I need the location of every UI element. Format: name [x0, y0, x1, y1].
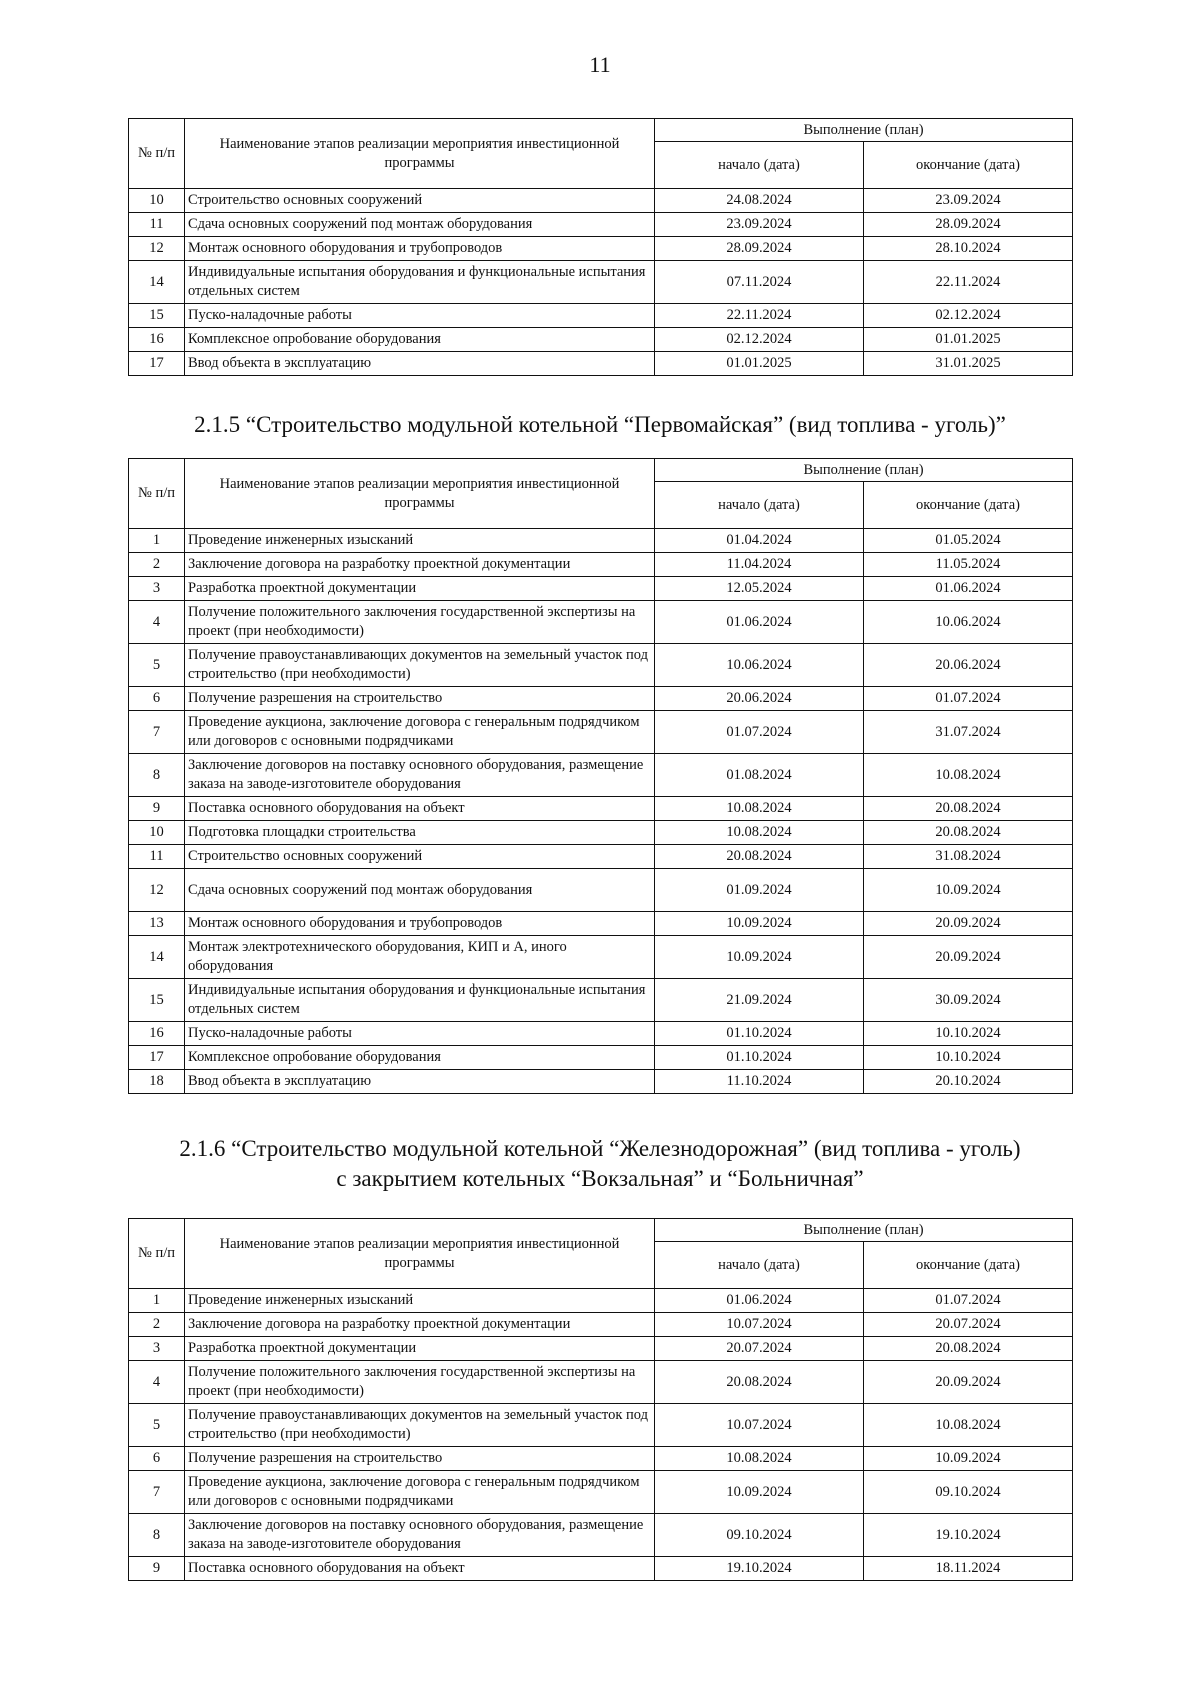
stage-name: Комплексное опробование оборудования — [185, 1046, 655, 1070]
table-row — [129, 754, 1073, 797]
end-date: 31.08.2024 — [864, 845, 1073, 869]
header-end: окончание (дата) — [864, 1242, 1073, 1289]
table-row — [129, 1514, 1073, 1557]
table-row — [129, 304, 1073, 328]
stage-name: Заключение договора на разработку проектной документации — [185, 1313, 655, 1337]
page-number: 11 — [589, 52, 611, 77]
row-number: 3 — [129, 577, 185, 601]
stage-name: Проведение аукциона, заключение договора с генеральным подрядчиком или договоров с основными подрядчиками — [185, 1471, 655, 1514]
row-number: 4 — [129, 1361, 185, 1404]
row-number: 15 — [129, 979, 185, 1022]
header-performance: Выполнение (план) — [655, 1219, 1073, 1242]
start-date: 11.04.2024 — [655, 553, 864, 577]
row-number: 2 — [129, 553, 185, 577]
stage-name: Получение положительного заключения государственной экспертизы на проект (при необходимости) — [185, 1361, 655, 1404]
start-date: 20.06.2024 — [655, 687, 864, 711]
stage-name: Строительство основных сооружений — [185, 189, 655, 213]
table-row — [129, 1337, 1073, 1361]
table-row — [129, 529, 1073, 553]
row-number: 5 — [129, 1404, 185, 1447]
start-date: 10.08.2024 — [655, 1447, 864, 1471]
section-title-line-1: 2.1.6 “Строительство модульной котельной “Железнодорожная” (вид топлива - уголь) — [179, 1136, 1021, 1161]
stage-name: Поставка основного оборудования на объект — [185, 797, 655, 821]
schedule-table-continued — [128, 118, 1073, 376]
stage-name: Подготовка площадки строительства — [185, 821, 655, 845]
table-row — [129, 1289, 1073, 1313]
start-date: 01.01.2025 — [655, 352, 864, 376]
table-row — [129, 1404, 1073, 1447]
end-date: 10.08.2024 — [864, 1404, 1073, 1447]
start-date: 07.11.2024 — [655, 261, 864, 304]
end-date: 23.09.2024 — [864, 189, 1073, 213]
stage-name: Заключение договора на разработку проектной документации — [185, 553, 655, 577]
start-date: 10.07.2024 — [655, 1313, 864, 1337]
start-date: 01.04.2024 — [655, 529, 864, 553]
start-date: 01.10.2024 — [655, 1022, 864, 1046]
stage-name: Поставка основного оборудования на объект — [185, 1557, 655, 1581]
end-date: 10.10.2024 — [864, 1022, 1073, 1046]
row-number: 16 — [129, 328, 185, 352]
table-row — [129, 1361, 1073, 1404]
start-date: 01.07.2024 — [655, 711, 864, 754]
table-row — [129, 577, 1073, 601]
header-num: № п/п — [129, 119, 185, 189]
header-stage-name: Наименование этапов реализации мероприятия инвестиционной программы — [185, 459, 655, 529]
schedule-table-zheleznodorozhnaya — [128, 1218, 1073, 1581]
row-number: 10 — [129, 821, 185, 845]
row-number: 12 — [129, 869, 185, 912]
table-row — [129, 1022, 1073, 1046]
stage-name: Ввод объекта в эксплуатацию — [185, 352, 655, 376]
row-number: 14 — [129, 936, 185, 979]
start-date: 20.08.2024 — [655, 1361, 864, 1404]
table-row — [129, 261, 1073, 304]
table-row — [129, 869, 1073, 912]
row-number: 12 — [129, 237, 185, 261]
table-row — [129, 821, 1073, 845]
row-number: 9 — [129, 1557, 185, 1581]
header-start: начало (дата) — [655, 142, 864, 189]
row-number: 10 — [129, 189, 185, 213]
end-date: 11.05.2024 — [864, 553, 1073, 577]
table-row — [129, 979, 1073, 1022]
end-date: 30.09.2024 — [864, 979, 1073, 1022]
stage-name: Пуско-наладочные работы — [185, 1022, 655, 1046]
header-performance: Выполнение (план) — [655, 459, 1073, 482]
schedule-table-pervomayskaya — [128, 458, 1073, 1094]
section-heading-2-1-6 — [0, 1134, 1200, 1194]
stage-name: Заключение договоров на поставку основного оборудования, размещение заказа на заводе-изготовителе оборудования — [185, 1514, 655, 1557]
table-row — [129, 189, 1073, 213]
stage-name: Индивидуальные испытания оборудования и функциональные испытания отдельных систем — [185, 261, 655, 304]
table-row — [129, 1471, 1073, 1514]
row-number: 14 — [129, 261, 185, 304]
row-number: 1 — [129, 1289, 185, 1313]
table-row — [129, 601, 1073, 644]
end-date: 10.08.2024 — [864, 754, 1073, 797]
row-number: 8 — [129, 754, 185, 797]
stage-name: Получение разрешения на строительство — [185, 1447, 655, 1471]
row-number: 1 — [129, 529, 185, 553]
start-date: 22.11.2024 — [655, 304, 864, 328]
start-date: 21.09.2024 — [655, 979, 864, 1022]
stage-name: Монтаж электротехнического оборудования, КИП и А, иного оборудования — [185, 936, 655, 979]
stage-name: Проведение инженерных изысканий — [185, 529, 655, 553]
row-number: 13 — [129, 912, 185, 936]
start-date: 10.09.2024 — [655, 912, 864, 936]
end-date: 20.08.2024 — [864, 797, 1073, 821]
start-date: 02.12.2024 — [655, 328, 864, 352]
row-number: 7 — [129, 1471, 185, 1514]
start-date: 01.06.2024 — [655, 1289, 864, 1313]
header-stage-name: Наименование этапов реализации мероприятия инвестиционной программы — [185, 1219, 655, 1289]
table-row — [129, 711, 1073, 754]
start-date: 19.10.2024 — [655, 1557, 864, 1581]
end-date: 01.07.2024 — [864, 1289, 1073, 1313]
stage-name: Получение правоустанавливающих документов на земельный участок под строительство (при необходимости) — [185, 644, 655, 687]
row-number: 5 — [129, 644, 185, 687]
section-title-line-2: с закрытием котельных “Вокзальная” и “Больничная” — [336, 1166, 864, 1191]
table-row — [129, 237, 1073, 261]
start-date: 24.08.2024 — [655, 189, 864, 213]
section-title: 2.1.5 “Строительство модульной котельной “Первомайская” (вид топлива - уголь)” — [194, 412, 1006, 437]
stage-name: Строительство основных сооружений — [185, 845, 655, 869]
start-date: 12.05.2024 — [655, 577, 864, 601]
end-date: 01.07.2024 — [864, 687, 1073, 711]
row-number: 6 — [129, 1447, 185, 1471]
header-performance: Выполнение (план) — [655, 119, 1073, 142]
section-heading-2-1-5 — [0, 410, 1200, 440]
end-date: 20.09.2024 — [864, 1361, 1073, 1404]
end-date: 18.11.2024 — [864, 1557, 1073, 1581]
end-date: 20.10.2024 — [864, 1070, 1073, 1094]
table-row — [129, 1313, 1073, 1337]
end-date: 01.05.2024 — [864, 529, 1073, 553]
start-date: 01.08.2024 — [655, 754, 864, 797]
row-number: 7 — [129, 711, 185, 754]
stage-name: Проведение аукциона, заключение договора с генеральным подрядчиком или договоров с основными подрядчиками — [185, 711, 655, 754]
start-date: 01.09.2024 — [655, 869, 864, 912]
start-date: 28.09.2024 — [655, 237, 864, 261]
start-date: 09.10.2024 — [655, 1514, 864, 1557]
row-number: 17 — [129, 1046, 185, 1070]
header-num: № п/п — [129, 1219, 185, 1289]
start-date: 10.08.2024 — [655, 797, 864, 821]
table-row — [129, 936, 1073, 979]
end-date: 10.10.2024 — [864, 1046, 1073, 1070]
start-date: 10.07.2024 — [655, 1404, 864, 1447]
end-date: 10.06.2024 — [864, 601, 1073, 644]
end-date: 10.09.2024 — [864, 1447, 1073, 1471]
start-date: 10.08.2024 — [655, 821, 864, 845]
start-date: 01.10.2024 — [655, 1046, 864, 1070]
stage-name: Проведение инженерных изысканий — [185, 1289, 655, 1313]
table-row — [129, 644, 1073, 687]
start-date: 11.10.2024 — [655, 1070, 864, 1094]
start-date: 10.09.2024 — [655, 1471, 864, 1514]
end-date: 20.06.2024 — [864, 644, 1073, 687]
row-number: 2 — [129, 1313, 185, 1337]
header-start: начало (дата) — [655, 482, 864, 529]
header-end: окончание (дата) — [864, 142, 1073, 189]
start-date: 20.07.2024 — [655, 1337, 864, 1361]
end-date: 28.10.2024 — [864, 237, 1073, 261]
end-date: 01.01.2025 — [864, 328, 1073, 352]
table-row — [129, 213, 1073, 237]
stage-name: Получение правоустанавливающих документов на земельный участок под строительство (при необходимости) — [185, 1404, 655, 1447]
end-date: 28.09.2024 — [864, 213, 1073, 237]
stage-name: Монтаж основного оборудования и трубопроводов — [185, 237, 655, 261]
table-row — [129, 1046, 1073, 1070]
stage-name: Сдача основных сооружений под монтаж оборудования — [185, 213, 655, 237]
stage-name: Ввод объекта в эксплуатацию — [185, 1070, 655, 1094]
end-date: 10.09.2024 — [864, 869, 1073, 912]
row-number: 11 — [129, 845, 185, 869]
table-row — [129, 1070, 1073, 1094]
table-row — [129, 797, 1073, 821]
row-number: 3 — [129, 1337, 185, 1361]
row-number: 8 — [129, 1514, 185, 1557]
stage-name: Разработка проектной документации — [185, 577, 655, 601]
header-start: начало (дата) — [655, 1242, 864, 1289]
end-date: 01.06.2024 — [864, 577, 1073, 601]
row-number: 17 — [129, 352, 185, 376]
table-row — [129, 553, 1073, 577]
stage-name: Получение разрешения на строительство — [185, 687, 655, 711]
stage-name: Получение положительного заключения государственной экспертизы на проект (при необходимости) — [185, 601, 655, 644]
end-date: 02.12.2024 — [864, 304, 1073, 328]
row-number: 4 — [129, 601, 185, 644]
stage-name: Индивидуальные испытания оборудования и функциональные испытания отдельных систем — [185, 979, 655, 1022]
stage-name: Сдача основных сооружений под монтаж оборудования — [185, 869, 655, 912]
header-stage-name: Наименование этапов реализации мероприятия инвестиционной программы — [185, 119, 655, 189]
stage-name: Разработка проектной документации — [185, 1337, 655, 1361]
table-row — [129, 845, 1073, 869]
stage-name: Заключение договоров на поставку основного оборудования, размещение заказа на заводе-изготовителе оборудования — [185, 754, 655, 797]
header-num: № п/п — [129, 459, 185, 529]
end-date: 20.08.2024 — [864, 821, 1073, 845]
end-date: 09.10.2024 — [864, 1471, 1073, 1514]
table-row — [129, 687, 1073, 711]
end-date: 20.07.2024 — [864, 1313, 1073, 1337]
end-date: 20.08.2024 — [864, 1337, 1073, 1361]
stage-name: Комплексное опробование оборудования — [185, 328, 655, 352]
row-number: 11 — [129, 213, 185, 237]
end-date: 31.01.2025 — [864, 352, 1073, 376]
end-date: 20.09.2024 — [864, 936, 1073, 979]
header-end: окончание (дата) — [864, 482, 1073, 529]
start-date: 10.09.2024 — [655, 936, 864, 979]
stage-name: Монтаж основного оборудования и трубопроводов — [185, 912, 655, 936]
end-date: 31.07.2024 — [864, 711, 1073, 754]
table-row — [129, 352, 1073, 376]
end-date: 22.11.2024 — [864, 261, 1073, 304]
row-number: 18 — [129, 1070, 185, 1094]
start-date: 23.09.2024 — [655, 213, 864, 237]
row-number: 15 — [129, 304, 185, 328]
row-number: 16 — [129, 1022, 185, 1046]
row-number: 6 — [129, 687, 185, 711]
start-date: 20.08.2024 — [655, 845, 864, 869]
table-row — [129, 328, 1073, 352]
start-date: 10.06.2024 — [655, 644, 864, 687]
table-row — [129, 912, 1073, 936]
table-row — [129, 1447, 1073, 1471]
row-number: 9 — [129, 797, 185, 821]
end-date: 20.09.2024 — [864, 912, 1073, 936]
end-date: 19.10.2024 — [864, 1514, 1073, 1557]
stage-name: Пуско-наладочные работы — [185, 304, 655, 328]
table-row — [129, 1557, 1073, 1581]
start-date: 01.06.2024 — [655, 601, 864, 644]
